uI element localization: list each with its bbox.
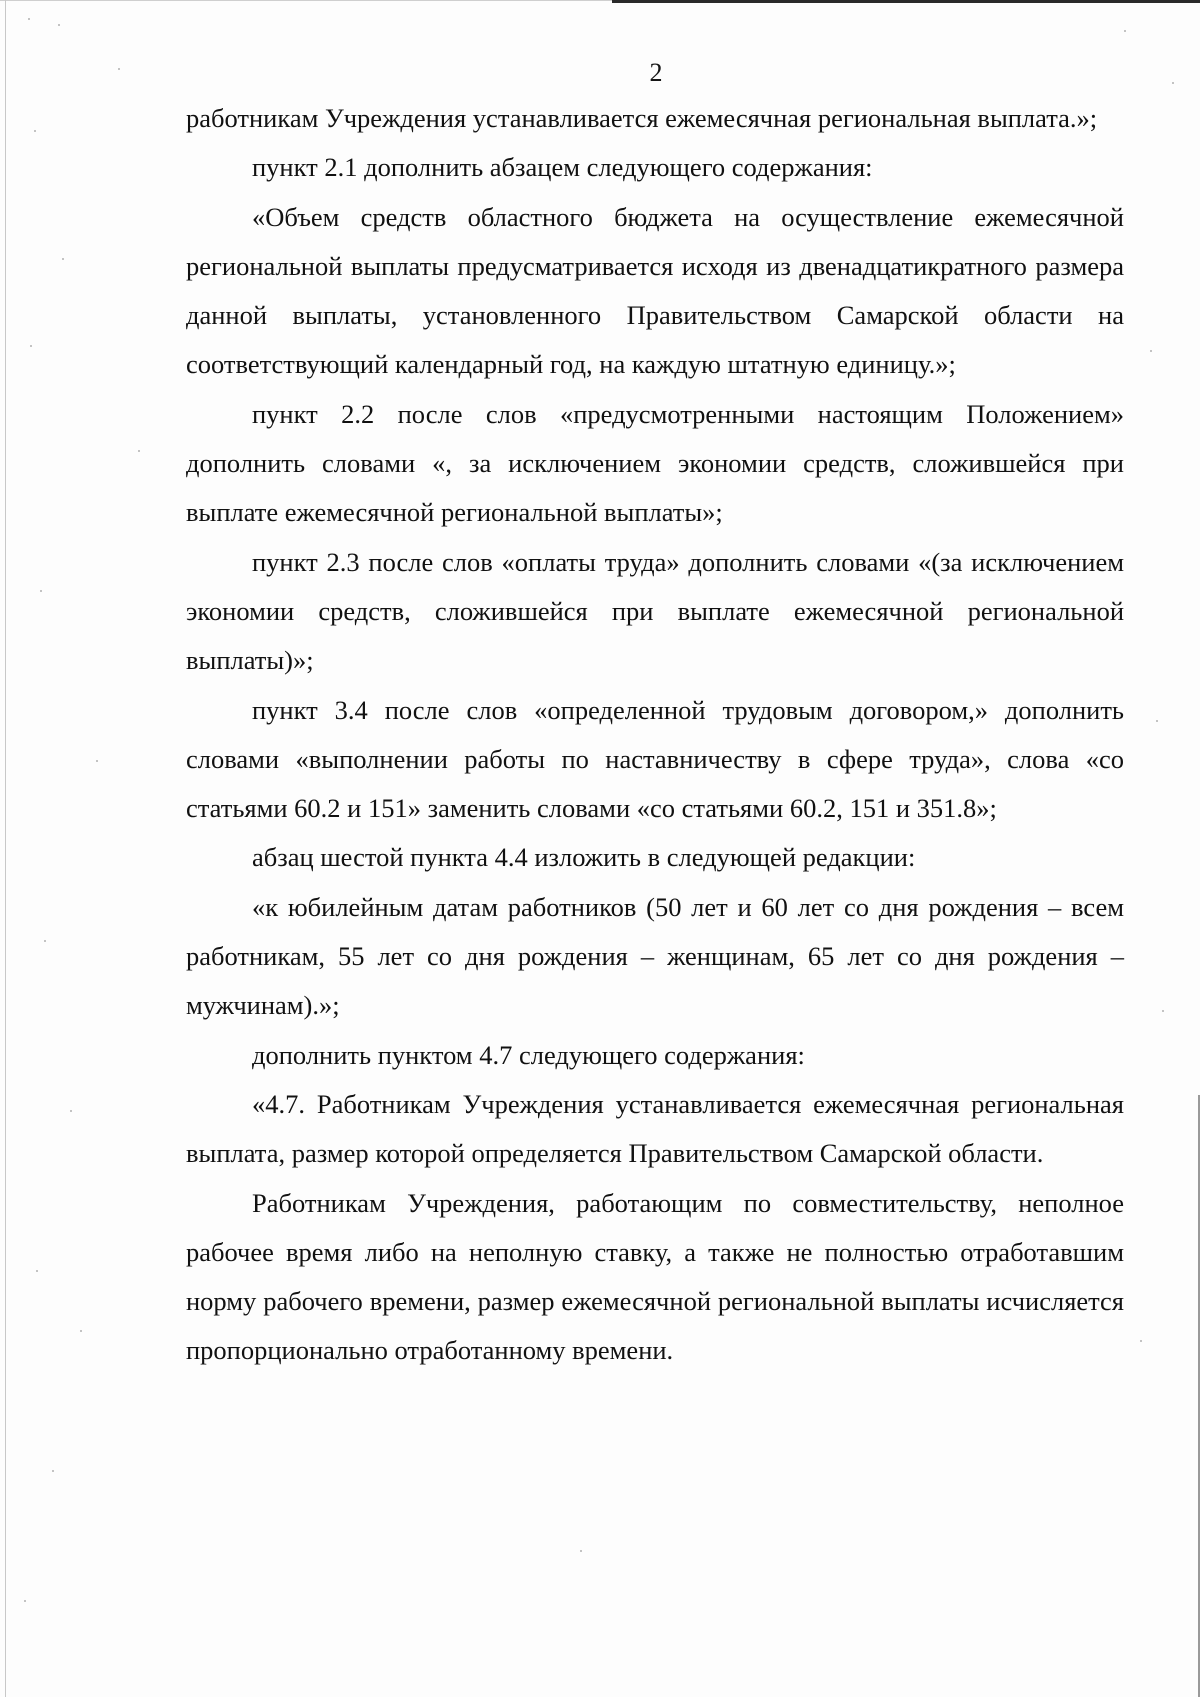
scan-noise	[58, 24, 60, 26]
paragraph-item-4-7: «4.7. Работникам Учреждения устанавливается ежемесячная региональная выплата, размер которой определяется Правительством Самарской области.	[186, 1088, 1124, 1169]
page-number: 2	[649, 58, 663, 87]
scan-noise	[30, 345, 32, 347]
scan-noise	[138, 450, 140, 452]
paragraph-item-2-3: пункт 2.3 после слов «оплаты труда» дополнить словами «(за исключением экономии средств, сложившейся при выплате ежемесячной региональной выплаты)»;	[186, 546, 1124, 676]
scan-noise	[24, 1600, 26, 1602]
scan-noise	[1150, 350, 1152, 352]
scan-noise	[1124, 30, 1126, 32]
scan-left-edge	[5, 0, 6, 1697]
scan-noise	[34, 130, 36, 132]
paragraph-quote-anniversary: «к юбилейным датам работников (50 лет и 60 лет со дня рождения – всем работникам, 55 лет со дня рождения – женщинам, 65 лет со дня рождения – мужчинам).»;	[186, 891, 1124, 1021]
scan-noise	[1140, 1340, 1142, 1342]
paragraph-item-2-2: пункт 2.2 после слов «предусмотренными настоящим Положением» дополнить словами «, за исключением экономии средств, сложившейся при выплате ежемесячной региональной выплаты»;	[186, 398, 1124, 528]
paragraph-item-3-4: пункт 3.4 после слов «определенной трудовым договором,» дополнить словами «выполнении работы по наставничеству в сфере труда», слова «со статьями 60.2 и 151» заменить словами «со статьями 60.2, 151 и 351.8»;	[186, 694, 1124, 824]
document-body	[186, 94, 1124, 1376]
scan-noise	[62, 258, 64, 260]
scan-top-shadow	[612, 0, 1200, 3]
scan-noise	[36, 1270, 38, 1272]
scan-noise	[52, 1470, 54, 1472]
scan-noise	[1162, 1010, 1164, 1012]
paragraph-part-time: Работникам Учреждения, работающим по совместительству, неполное рабочее время либо на неполную ставку, а также не полностью отработавшим норму рабочего времени, размер ежемесячной региональной выплаты исчисляется пропорционально отработанному времени.	[186, 1187, 1124, 1366]
scan-noise	[580, 1550, 582, 1552]
scan-noise	[96, 760, 98, 762]
scan-noise	[44, 940, 46, 942]
paragraph-add-4-7: дополнить пунктом 4.7 следующего содержания:	[252, 1039, 805, 1070]
paragraph-quote-budget: «Объем средств областного бюджета на осуществление ежемесячной региональной выплаты предусматривается исходя из двенадцатикратного размера данной выплаты, установленного Правительством Самарской области на соответствующий календарный год, на каждую штатную единицу.»;	[186, 201, 1124, 380]
scan-noise	[80, 1330, 82, 1332]
paragraph-item-4-4: абзац шестой пункта 4.4 изложить в следующей редакции:	[252, 842, 916, 873]
scan-noise	[1156, 720, 1158, 722]
scan-noise	[40, 590, 42, 592]
scan-noise	[70, 1110, 72, 1112]
paragraph-continuation: работникам Учреждения устанавливается ежемесячная региональная выплата.»;	[186, 103, 1098, 133]
paragraph-item-2-1: пункт 2.1 дополнить абзацем следующего содержания:	[252, 152, 873, 183]
scan-noise	[28, 18, 30, 20]
